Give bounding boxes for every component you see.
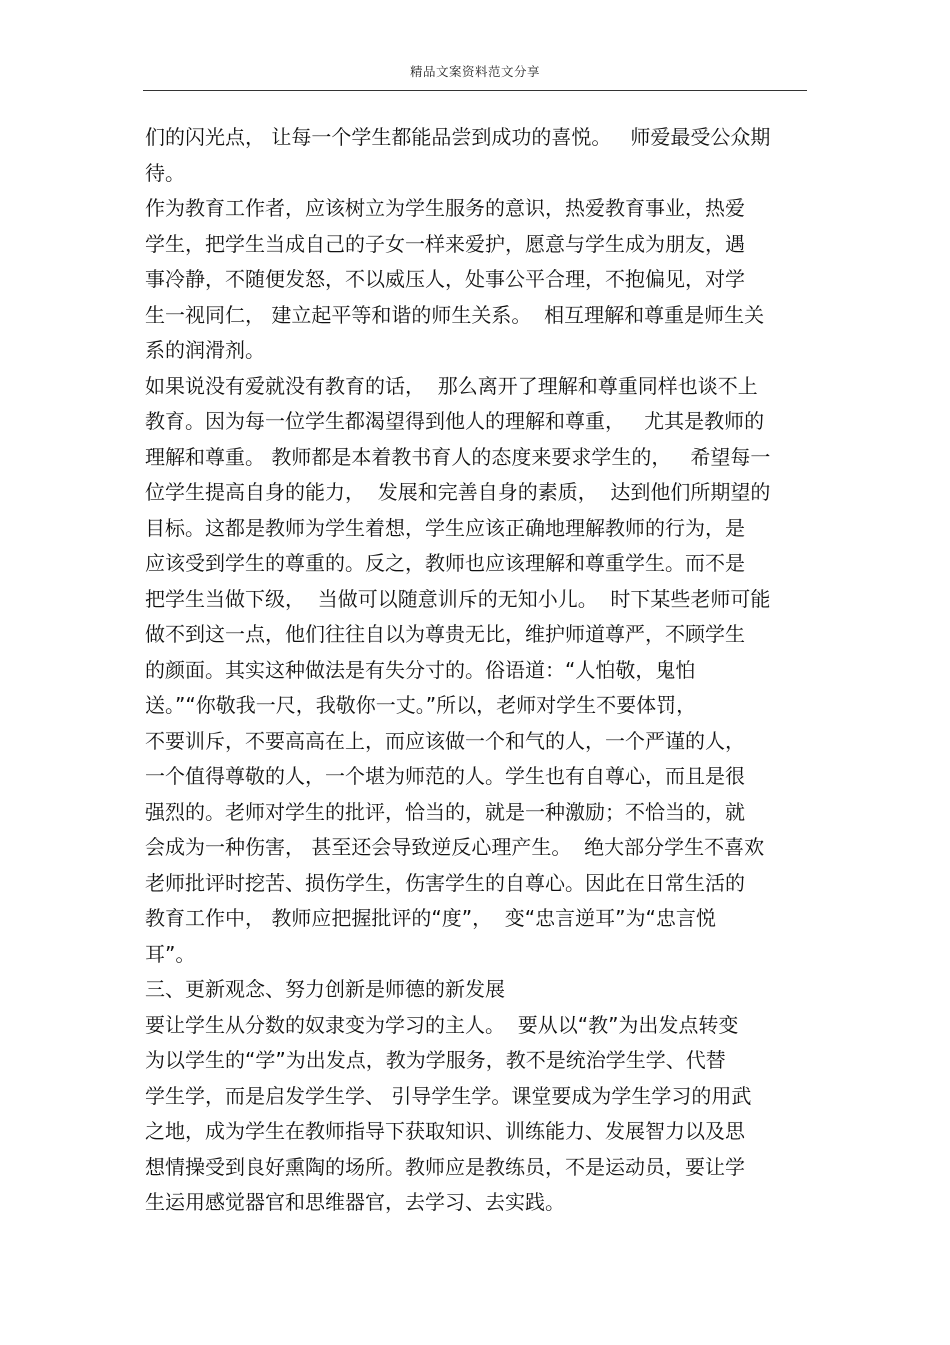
text-line: 之地，成为学生在教师指导下获取知识、训练能力、发展智力以及思: [145, 1119, 745, 1143]
text-line: 作为教育工作者，应该树立为学生服务的意识，热爱教育事业，热爱: [145, 196, 745, 220]
text-line: 学生，把学生当成自己的子女一样来爱护，愿意与学生成为朋友，遇: [145, 231, 745, 256]
text-line: 们的闪光点， 让每一个学生都能品尝到成功的喜悦。 师爱最受公众期: [145, 125, 771, 149]
text-line: 会成为一种伤害， 甚至还会导致逆反心理产生。 绝大部分学生不喜欢: [145, 835, 765, 859]
text-line: 一个值得尊敬的人，一个堪为师范的人。学生也有自尊心，而且是很: [145, 764, 745, 788]
text-line: 生运用感觉器官和思维器官，去学习、去实践。: [145, 1190, 565, 1214]
text-line: 送。”“你敬我一尺，我敬你一丈。”所以，老师对学生不要体罚，: [145, 693, 697, 717]
text-line: 老师批评时挖苦、损伤学生，伤害学生的自尊心。因此在日常生活的: [145, 870, 745, 895]
text-line: 教育。因为每一位学生都渴望得到他人的理解和尊重， 尤其是教师的: [145, 409, 765, 433]
document-body: [145, 120, 815, 1221]
text-line: 想情操受到良好熏陶的场所。教师应是教练员，不是运动员，要让学: [145, 1154, 745, 1179]
text-line: 的颜面。其实这种做法是有失分寸的。俗语道：“人怕敬，鬼怕: [145, 657, 696, 682]
text-line: 耳”。: [145, 941, 196, 966]
text-line: 理解和尊重。 教师都是本着教书育人的态度来要求学生的， 希望每一: [145, 444, 771, 469]
text-line: 把学生当做下级， 当做可以随意训斥的无知小儿。 时下某些老师可能: [145, 586, 771, 611]
text-line: 应该受到学生的尊重的。反之，教师也应该理解和尊重学生。而不是: [145, 551, 745, 575]
text-line: 要让学生从分数的奴隶变为学习的主人。 要从以“教”为出发点转变: [145, 1012, 739, 1037]
text-line: 事冷静，不随便发怒，不以威压人，处事公平合理，不抱偏见，对学: [145, 267, 745, 291]
text-line: 做不到这一点，他们往往自以为尊贵无比，维护师道尊严，不顾学生: [145, 622, 745, 646]
text-line: 系的润滑剂。: [145, 338, 265, 362]
text-line: 学生学，而是启发学生学、 引导学生学。课堂要成为学生学习的用武: [145, 1083, 752, 1108]
text-line: 教育工作中， 教师应把握批评的“度”， 变“忠言逆耳”为“忠言悦: [145, 906, 716, 930]
section-heading: 三、更新观念、努力创新是师德的新发展: [145, 977, 505, 1001]
page-header: [0, 0, 950, 92]
header-title: 精品文案资料范文分享: [409, 64, 540, 79]
text-line: 强烈的。老师对学生的批评，恰当的，就是一种激励；不恰当的，就: [145, 799, 745, 824]
text-line: 待。: [145, 160, 185, 185]
text-line: 目标。这都是教师为学生着想，学生应该正确地理解教师的行为，是: [145, 515, 745, 540]
text-line: 位学生提高自身的能力， 发展和完善自身的素质， 达到他们所期望的: [145, 480, 771, 504]
text-line: 生一视同仁， 建立起平等和谐的师生关系。 相互理解和尊重是师生关: [145, 302, 765, 327]
text-line: 不要训斥，不要高高在上，而应该做一个和气的人，一个严谨的人，: [145, 728, 745, 753]
text-line: 如果说没有爱就没有教育的话， 那么离开了理解和尊重同样也谈不上: [145, 373, 758, 398]
text-line: 为以学生的“学”为出发点，教为学服务，教不是统治学生学、代替: [145, 1048, 726, 1072]
header-divider: [143, 90, 807, 91]
